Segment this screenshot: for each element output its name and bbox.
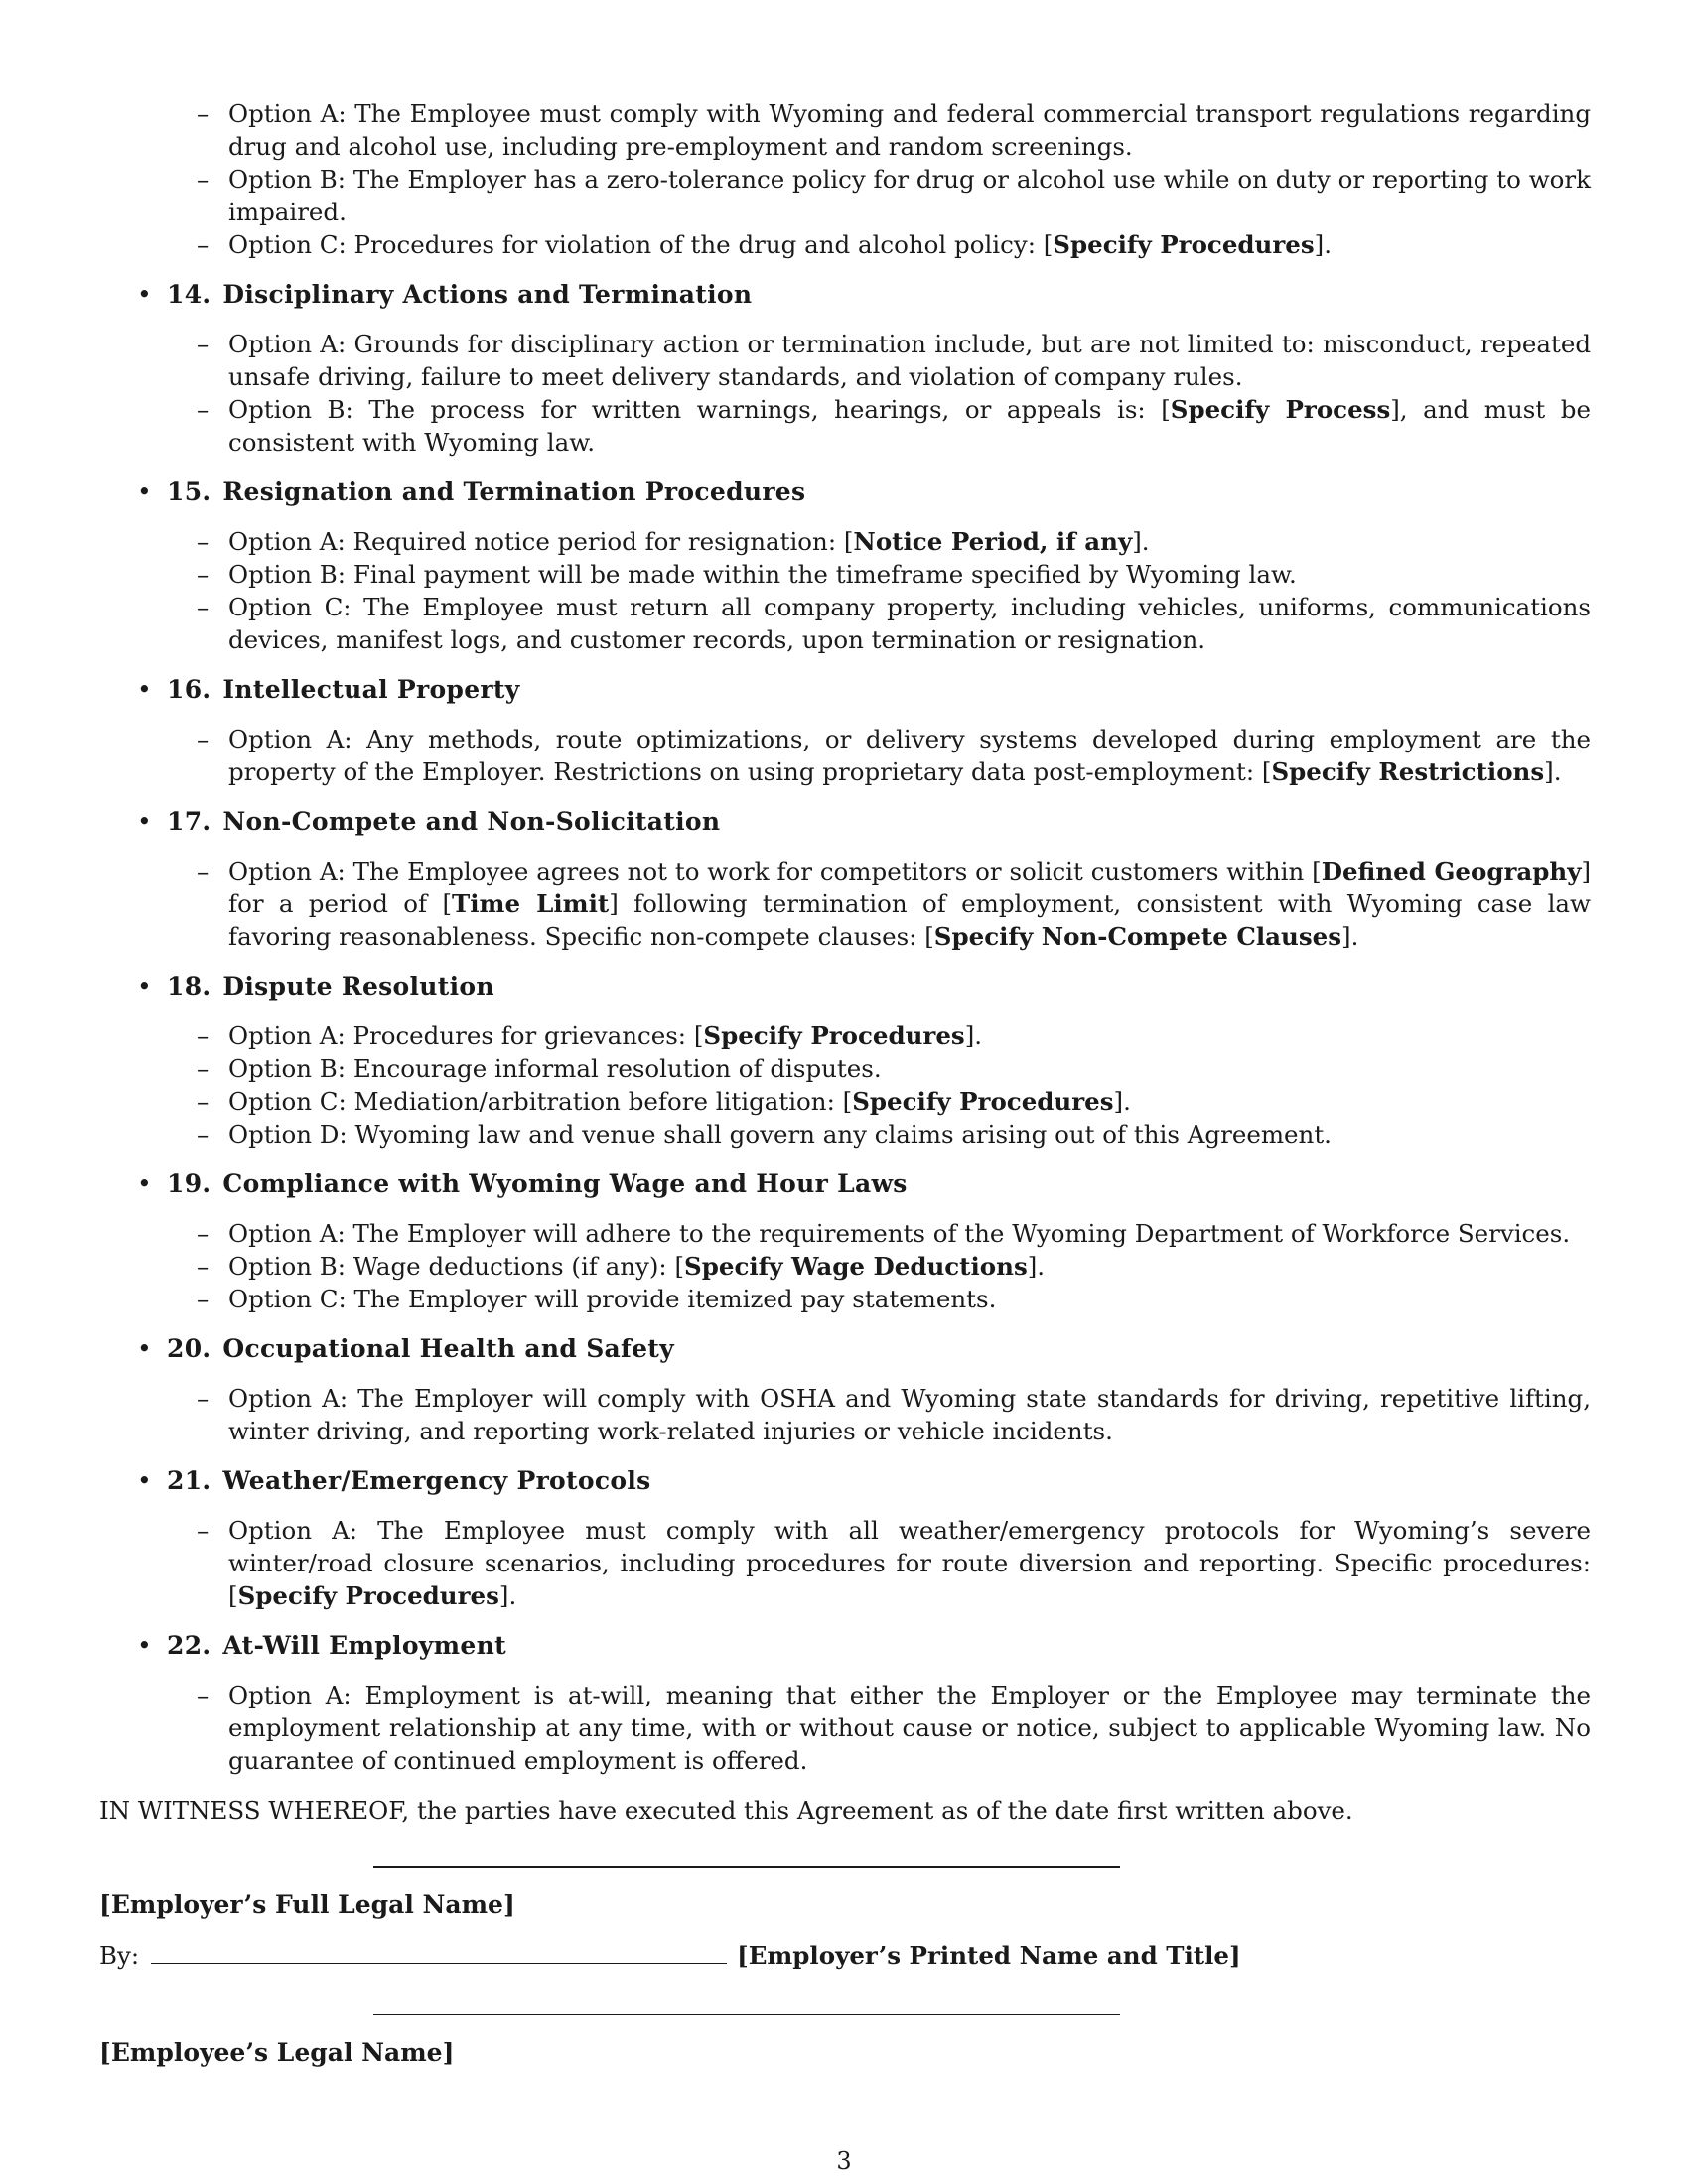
by-label: By: bbox=[99, 1941, 140, 1970]
option-text: Option A: Grounds for disciplinary action or termination include, but are not limited to: misconduct, repeated unsafe driving, failure to meet delivery standards, and violation of company rules. bbox=[228, 330, 1591, 391]
options-list bbox=[99, 1217, 1591, 1315]
option-item bbox=[99, 1250, 1591, 1283]
placeholder-field: Specify Procedures bbox=[703, 1022, 965, 1050]
dash-marker: – bbox=[197, 527, 210, 556]
option-text: Option A: Employment is at-will, meaning that either the Employer or the Employee may terminate the employment relationship at any time, with or without cause or notice, subject to applicable Wyoming law. No guarantee of continued employment is offered. bbox=[228, 1681, 1591, 1775]
section-heading bbox=[99, 970, 1591, 1003]
section-number: 22. bbox=[167, 1631, 211, 1660]
section-title: Occupational Health and Safety bbox=[222, 1334, 674, 1363]
placeholder-field: Specify Procedures bbox=[852, 1087, 1114, 1116]
option-item bbox=[99, 723, 1591, 788]
section-heading bbox=[99, 673, 1591, 706]
option-item bbox=[99, 855, 1591, 953]
section-title: Weather/Emergency Protocols bbox=[222, 1466, 651, 1495]
option-item bbox=[99, 1514, 1591, 1612]
section-title: Intellectual Property bbox=[222, 675, 520, 704]
bullet-marker: • bbox=[137, 1169, 153, 1198]
option-item bbox=[99, 393, 1591, 459]
options-list bbox=[99, 1514, 1591, 1612]
option-text: Option C: The Employer will provide itemized pay statements. bbox=[228, 1285, 997, 1313]
option-item bbox=[99, 1283, 1591, 1315]
dash-marker: – bbox=[197, 1516, 210, 1545]
option-item bbox=[99, 1217, 1591, 1250]
sections-container bbox=[99, 261, 1591, 1777]
option-item bbox=[99, 558, 1591, 591]
option-text: Option A: Required notice period for resignation: [ bbox=[228, 527, 854, 556]
option-text: ]. bbox=[1314, 230, 1333, 259]
option-text: Option D: Wyoming law and venue shall govern any claims arising out of this Agreement. bbox=[228, 1120, 1332, 1149]
bullet-marker: • bbox=[137, 807, 153, 836]
section-title: Non-Compete and Non-Solicitation bbox=[222, 807, 721, 836]
option-item bbox=[99, 525, 1591, 558]
document-body bbox=[99, 97, 1591, 1827]
section-number: 20. bbox=[167, 1334, 211, 1363]
bullet-marker: • bbox=[137, 478, 153, 506]
options-list bbox=[99, 1020, 1591, 1151]
page-number: 3 bbox=[836, 2147, 852, 2175]
section-heading bbox=[99, 805, 1591, 838]
option-item bbox=[99, 228, 1591, 261]
option-text: Option B: The process for written warnings, hearings, or appeals is: [ bbox=[228, 395, 1171, 424]
option-text: ]. bbox=[964, 1022, 983, 1050]
employer-printed-name-label: [Employer’s Printed Name and Title] bbox=[737, 1941, 1241, 1970]
top-options-list bbox=[99, 97, 1591, 261]
witness-clause: IN WITNESS WHEREOF, the parties have executed this Agreement as of the date first written above. bbox=[99, 1796, 1353, 1825]
option-text: ] for a period of [ bbox=[228, 857, 1592, 918]
dash-marker: – bbox=[197, 1087, 210, 1116]
section-title: Disciplinary Actions and Termination bbox=[222, 280, 753, 309]
option-item bbox=[99, 1382, 1591, 1447]
employee-name-label: [Employee’s Legal Name] bbox=[99, 2038, 455, 2067]
section-number: 21. bbox=[167, 1466, 211, 1495]
dash-marker: – bbox=[197, 593, 210, 621]
dash-marker: – bbox=[197, 330, 210, 358]
option-text: ]. bbox=[1113, 1087, 1131, 1116]
dash-marker: – bbox=[197, 230, 210, 259]
dash-marker: – bbox=[197, 725, 210, 753]
option-text: Option C: Procedures for violation of the drug and alcohol policy: [ bbox=[228, 230, 1054, 259]
option-text: Option A: The Employee must comply with Wyoming and federal commercial transport regulations regarding drug and alcohol use, including pre-employment and random screenings. bbox=[228, 99, 1591, 161]
dash-marker: – bbox=[197, 1384, 210, 1413]
option-item bbox=[99, 328, 1591, 393]
option-item bbox=[99, 1085, 1591, 1118]
option-text: ]. bbox=[498, 1581, 517, 1610]
option-text: ]. bbox=[1027, 1252, 1046, 1281]
options-list bbox=[99, 855, 1591, 953]
option-text: Option B: Encourage informal resolution of disputes. bbox=[228, 1054, 882, 1083]
bullet-marker: • bbox=[137, 1334, 153, 1363]
option-text: ]. bbox=[1544, 757, 1562, 786]
option-item bbox=[99, 163, 1591, 228]
options-list bbox=[99, 723, 1591, 788]
option-text: Option C: Mediation/arbitration before litigation: [ bbox=[228, 1087, 853, 1116]
section-title: Compliance with Wyoming Wage and Hour Laws bbox=[222, 1169, 908, 1198]
option-text: ], and must be consistent with Wyoming law. bbox=[228, 395, 1591, 457]
section-title: Dispute Resolution bbox=[222, 972, 494, 1001]
option-text: Option B: The Employer has a zero-tolerance policy for drug or alcohol use while on duty or reporting to work impaired. bbox=[228, 165, 1591, 226]
section-21 bbox=[99, 1447, 1591, 1612]
section-number: 15. bbox=[167, 478, 211, 506]
dash-marker: – bbox=[197, 857, 210, 886]
placeholder-field: Notice Period, if any bbox=[853, 527, 1133, 556]
employer-signature-line bbox=[373, 1866, 1120, 1868]
option-item bbox=[99, 591, 1591, 656]
section-heading bbox=[99, 278, 1591, 311]
option-text: Option B: Wage deductions (if any): [ bbox=[228, 1252, 685, 1281]
option-text: ] following termination of employment, consistent with Wyoming case law favoring reasonableness. Specific non-compete clauses: [ bbox=[228, 889, 1591, 951]
option-text: Option A: The Employee must comply with all weather/emergency protocols for Wyoming’s severe winter/road closure scenarios, including procedures for route diversion and reporting. Specific procedures: [ bbox=[228, 1516, 1591, 1610]
dash-marker: – bbox=[197, 99, 210, 128]
placeholder-field: Specify Non-Compete Clauses bbox=[933, 922, 1342, 951]
dash-marker: – bbox=[197, 1120, 210, 1149]
placeholder-field: Time Limit bbox=[452, 889, 610, 918]
bullet-marker: • bbox=[137, 972, 153, 1001]
option-text: ]. bbox=[1132, 527, 1150, 556]
section-22 bbox=[99, 1612, 1591, 1777]
employer-name-label: [Employer’s Full Legal Name] bbox=[99, 1890, 515, 1919]
placeholder-field: Specify Procedures bbox=[237, 1581, 499, 1610]
option-item bbox=[99, 1052, 1591, 1085]
section-heading bbox=[99, 1167, 1591, 1200]
employee-signature-line bbox=[373, 2014, 1120, 2015]
section-18 bbox=[99, 953, 1591, 1151]
options-list bbox=[99, 525, 1591, 656]
section-heading bbox=[99, 1332, 1591, 1365]
option-item bbox=[99, 1118, 1591, 1151]
section-17 bbox=[99, 788, 1591, 953]
section-number: 19. bbox=[167, 1169, 211, 1198]
employer-by-row bbox=[99, 1939, 1241, 1972]
placeholder-field: Specify Restrictions bbox=[1271, 757, 1545, 786]
section-heading bbox=[99, 476, 1591, 508]
section-heading bbox=[99, 1629, 1591, 1662]
dash-marker: – bbox=[197, 1054, 210, 1083]
option-text: Option A: The Employee agrees not to work for competitors or solicit customers within [ bbox=[228, 857, 1322, 886]
placeholder-field: Specify Procedures bbox=[1053, 230, 1315, 259]
bullet-marker: • bbox=[137, 1631, 153, 1660]
section-number: 16. bbox=[167, 675, 211, 704]
option-item bbox=[99, 1679, 1591, 1777]
option-text: Option A: The Employer will adhere to the requirements of the Wyoming Department of Workforce Services. bbox=[228, 1219, 1571, 1248]
section-number: 17. bbox=[167, 807, 211, 836]
section-14 bbox=[99, 261, 1591, 459]
option-text: Option C: The Employee must return all company property, including vehicles, uniforms, communications devices, manifest logs, and customer records, upon termination or resignation. bbox=[228, 593, 1591, 654]
option-text: Option A: The Employer will comply with OSHA and Wyoming state standards for driving, repetitive lifting, winter driving, and reporting work-related injuries or vehicle incidents. bbox=[228, 1384, 1591, 1445]
option-text: Option A: Procedures for grievances: [ bbox=[228, 1022, 704, 1050]
dash-marker: – bbox=[197, 1022, 210, 1050]
dash-marker: – bbox=[197, 395, 210, 424]
option-text: Option A: Any methods, route optimizations, or delivery systems developed during employment are the property of the Employer. Restrictions on using proprietary data post-employment: [ bbox=[228, 725, 1591, 786]
section-title: At-Will Employment bbox=[222, 1631, 506, 1660]
placeholder-field: Specify Process bbox=[1170, 395, 1391, 424]
placeholder-field: Specify Wage Deductions bbox=[684, 1252, 1028, 1281]
by-signature-line bbox=[151, 1941, 727, 1964]
section-heading bbox=[99, 1464, 1591, 1497]
option-text: Option B: Final payment will be made within the timeframe specified by Wyoming law. bbox=[228, 560, 1297, 589]
section-number: 18. bbox=[167, 972, 211, 1001]
dash-marker: – bbox=[197, 165, 210, 194]
dash-marker: – bbox=[197, 1681, 210, 1709]
section-19 bbox=[99, 1151, 1591, 1315]
section-15 bbox=[99, 459, 1591, 656]
dash-marker: – bbox=[197, 1219, 210, 1248]
option-item bbox=[99, 1020, 1591, 1052]
bullet-marker: • bbox=[137, 1466, 153, 1495]
options-list bbox=[99, 1679, 1591, 1777]
option-item bbox=[99, 97, 1591, 163]
options-list bbox=[99, 1382, 1591, 1447]
options-list bbox=[99, 328, 1591, 459]
bullet-marker: • bbox=[137, 280, 153, 309]
bullet-marker: • bbox=[137, 675, 153, 704]
option-text: ]. bbox=[1341, 922, 1359, 951]
dash-marker: – bbox=[197, 1252, 210, 1281]
placeholder-field: Defined Geography bbox=[1321, 857, 1582, 886]
dash-marker: – bbox=[197, 1285, 210, 1313]
section-title: Resignation and Termination Procedures bbox=[222, 478, 806, 506]
dash-marker: – bbox=[197, 560, 210, 589]
section-16 bbox=[99, 656, 1591, 788]
section-number: 14. bbox=[167, 280, 211, 309]
section-20 bbox=[99, 1315, 1591, 1447]
